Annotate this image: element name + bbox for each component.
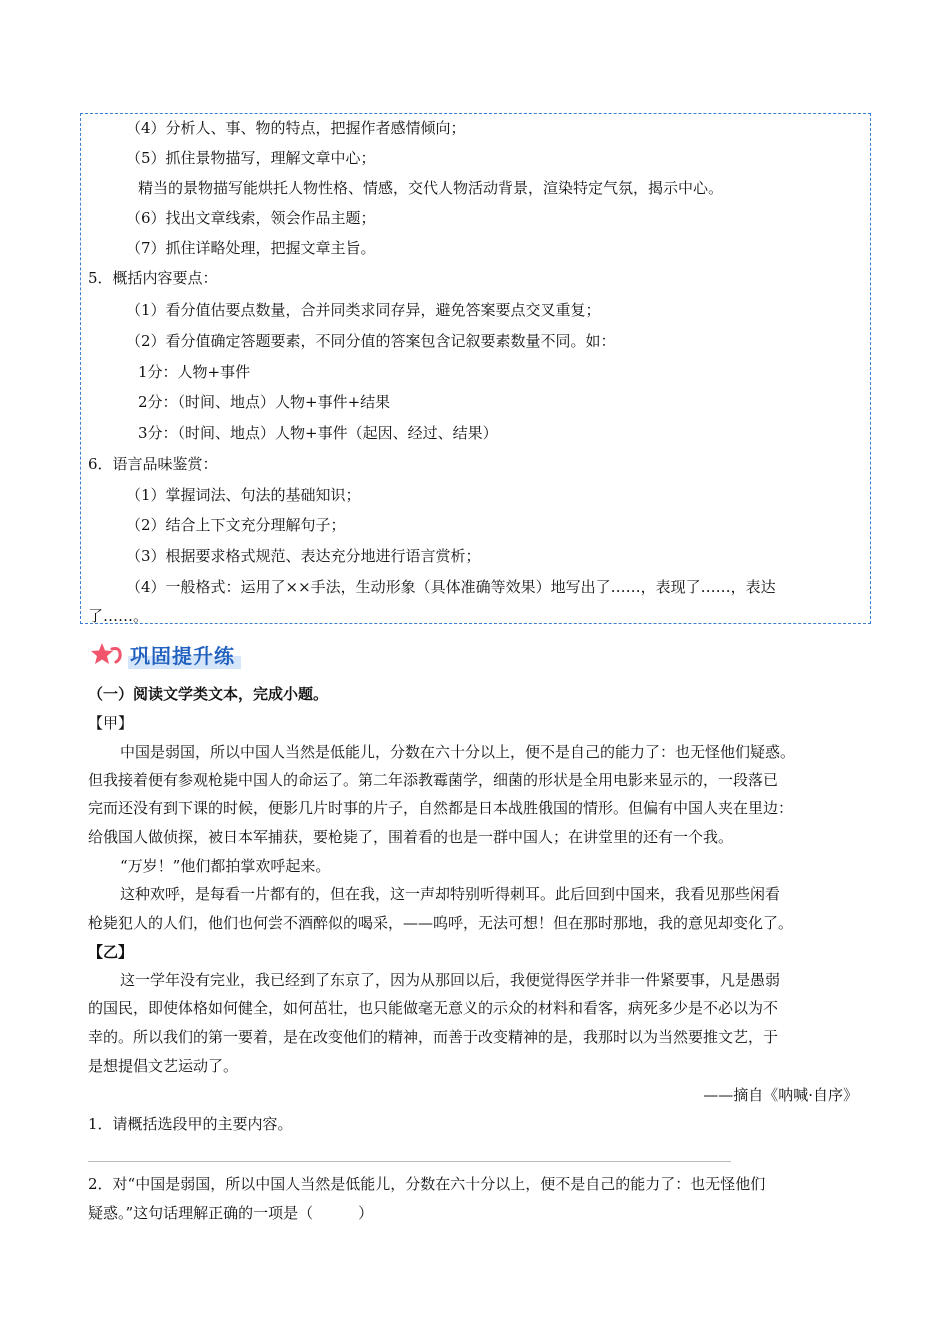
- passage-line: 枪毙犯人的人们，他们也何尝不酒醉似的喝采，——呜呼，无法可想！但在那时那地，我的意见却变化了。: [88, 914, 794, 932]
- box-line: 精当的景物描写能烘托人物性格、情感，交代人物活动背景，渲染特定气氛，揭示中心。: [138, 179, 724, 197]
- box-line: （2）看分值确定答题要素，不同分值的答案包含记叙要素数量不同。如：: [126, 332, 616, 350]
- passage-line: 但我接着便有参观枪毙中国人的命运了。第二年添教霉菌学，细菌的形状是全用电影来显示的，一段落已: [88, 771, 779, 789]
- passage-line: 这种欢呼，是每看一片都有的，但在我，这一声却特别听得刺耳。此后回到中国来，我看见那些闲看: [120, 885, 781, 903]
- reading-heading: （一）阅读文学类文本，完成小题。: [88, 685, 329, 703]
- star-icon: [90, 641, 124, 667]
- question-2-line1: 2．对“中国是弱国，所以中国人当然是低能儿，分数在六十分以上，便不是自己的能力了：也无怪他们: [88, 1175, 766, 1193]
- box-line: （6）找出文章线索，领会作品主题；: [126, 209, 376, 227]
- box-heading: 5．概括内容要点：: [88, 269, 218, 287]
- answer-line: [88, 1161, 731, 1162]
- question-2-line2: 疑惑。”这句话理解正确的一项是（ ）: [88, 1204, 374, 1222]
- box-line: （4）一般格式：运用了××手法，生动形象（具体准确等效果）地写出了……，表现了……，表达: [126, 578, 776, 596]
- box-line: （7）抓住详略处理，把握文章主旨。: [126, 239, 376, 257]
- box-line: （5）抓住景物描写，理解文章中心；: [126, 149, 376, 167]
- passage-line: 中国是弱国，所以中国人当然是低能儿，分数在六十分以上，便不是自己的能力了：也无怪他们疑惑。: [120, 743, 796, 761]
- box-line: （4）分析人、事、物的特点，把握作者感情倾向；: [126, 119, 466, 137]
- passage-jia-label: 【甲】: [88, 714, 134, 732]
- passage-line: 是想提倡文艺运动了。: [88, 1057, 239, 1075]
- box-line: 了……。: [88, 607, 149, 625]
- question-1: 1．请概括选段甲的主要内容。: [88, 1115, 293, 1133]
- passage-line: “万岁！”他们都拍掌欢呼起来。: [120, 857, 331, 875]
- box-line: 2分：（时间、地点）人物+事件+结果: [138, 393, 391, 411]
- passage-line: 给俄国人做侦探，被日本军捕获，要枪毙了，围着看的也是一群中国人；在讲堂里的还有一个我。: [88, 828, 734, 846]
- section-title: 巩固提升练: [128, 640, 241, 669]
- box-heading: 6．语言品味鉴赏：: [88, 455, 218, 473]
- section-header: [90, 640, 241, 668]
- box-line: （2）结合上下文充分理解句子；: [126, 516, 346, 534]
- passage-yi-label: 【乙】: [88, 943, 134, 961]
- box-line: （1）掌握词法、句法的基础知识；: [126, 486, 361, 504]
- passage-source: ——摘自《呐喊·自序》: [703, 1086, 858, 1104]
- passage-line: 这一学年没有完业，我已经到了东京了，因为从那回以后，我便觉得医学并非一件紧要事，凡是愚弱: [120, 971, 781, 989]
- box-line: （3）根据要求格式规范、表达充分地进行语言赏析；: [126, 547, 481, 565]
- passage-line: 的国民，即使体格如何健全，如何茁壮，也只能做毫无意义的示众的材料和看客，病死多少是不必以为不: [88, 999, 779, 1017]
- box-line: 1分：人物+事件: [138, 363, 251, 381]
- passage-line: 幸的。所以我们的第一要着，是在改变他们的精神，而善于改变精神的是，我那时以为当然要推文艺，于: [88, 1028, 779, 1046]
- passage-line: 完而还没有到下课的时候，便影几片时事的片子，自然都是日本战胜俄国的情形。但偏有中国人夹在里边：: [88, 799, 794, 817]
- box-line: 3分：（时间、地点）人物+事件（起因、经过、结果）: [138, 424, 498, 442]
- box-line: （1）看分值估要点数量，合并同类求同存异，避免答案要点交叉重复；: [126, 301, 601, 319]
